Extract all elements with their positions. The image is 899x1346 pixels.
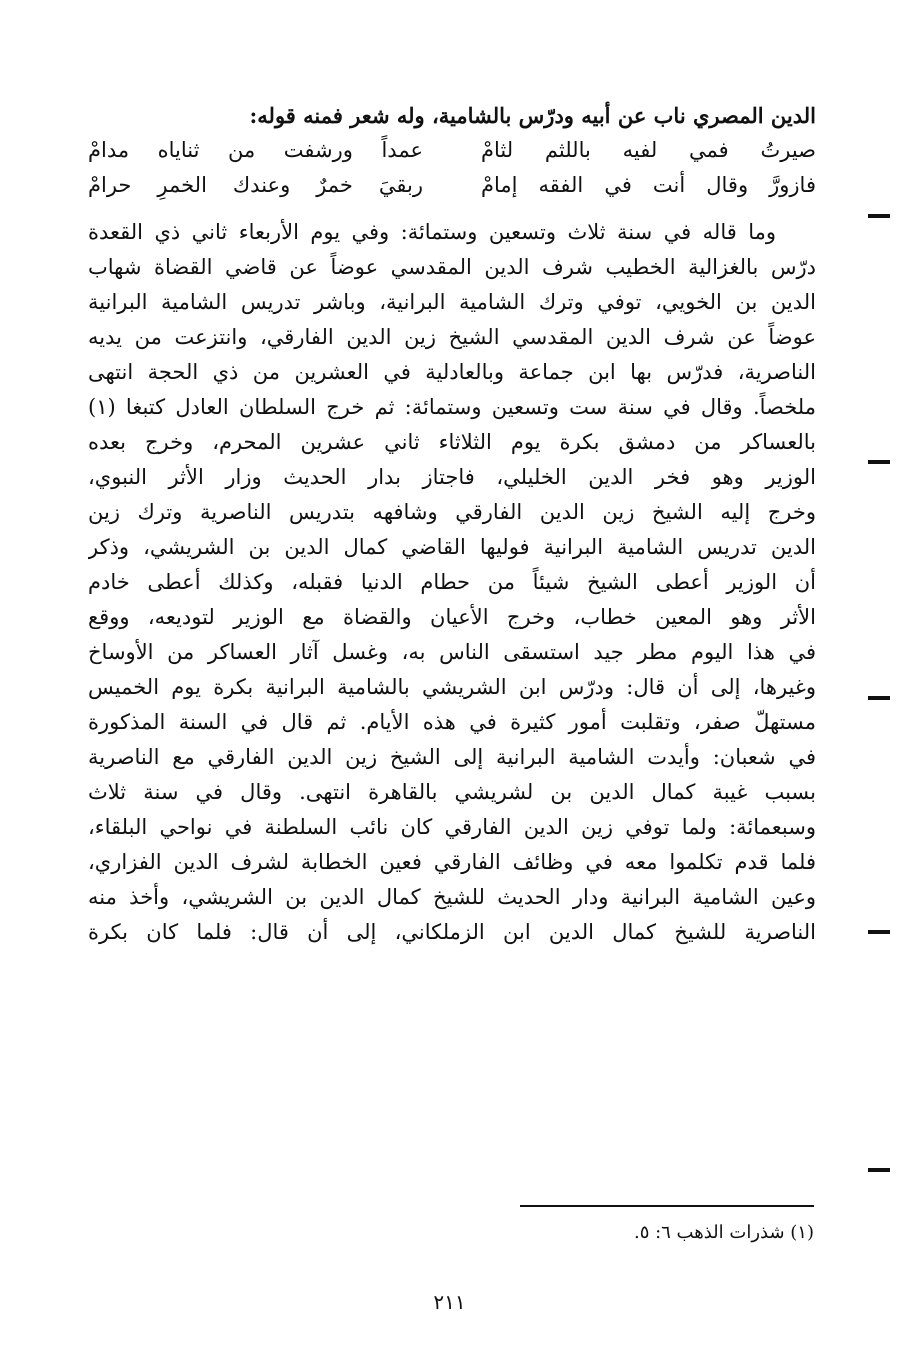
text-line: الأثر وهو المعين خطاب، وخرج الأعيان والقضاة مع الوزير لتوديعه، ووقع bbox=[88, 605, 816, 629]
margin-mark bbox=[868, 1168, 890, 1172]
poem-verse bbox=[88, 133, 816, 168]
poem-verse bbox=[88, 168, 816, 203]
margin-mark bbox=[868, 214, 890, 218]
text-line: وما قاله في سنة ثلاث وتسعين وستمائة: وفي يوم الأربعاء ثاني ذي القعدة bbox=[88, 220, 776, 244]
text-line: ملخصاً. وقال في سنة ست وتسعين وستمائة: ثم خرج السلطان العادل كتبغا (١) bbox=[88, 395, 816, 419]
verse-first-hemistich: فازورَّ وقال أنت في الفقه إمامْ bbox=[481, 173, 816, 197]
text-line: في هذا اليوم مطر جيد استسقى الناس به، وغسل آثار العساكر من الأوساخ bbox=[88, 640, 816, 664]
margin-mark bbox=[868, 930, 890, 934]
footnote-rule bbox=[520, 1205, 814, 1207]
text-line: فلما قدم تكلموا معه في وظائف الفارقي فعين الخطابة لشرف الدين الفزاري، bbox=[88, 850, 816, 874]
text-line: درّس بالغزالية الخطيب شرف الدين المقدسي عوضاً عن قاضي القضاة شهاب bbox=[88, 255, 816, 279]
text-line: بالعساكر من دمشق بكرة يوم الثلاثاء ثاني عشرين المحرم، وخرج بعده bbox=[88, 430, 816, 454]
text-line: وغيرها، إلى أن قال: ودرّس ابن الشريشي بالشامية البرانية بكرة يوم الخميس bbox=[88, 675, 816, 699]
text-line: في شعبان: وأيدت الشامية البرانية إلى الشيخ زين الدين الفارقي مع الناصرية bbox=[88, 745, 816, 769]
text-line: الدين المصري ناب عن أبيه ودرّس بالشامية، وله شعر فمنه قوله: bbox=[249, 103, 816, 128]
footnote: (١) شذرات الذهب ٦: ٥. bbox=[633, 1222, 814, 1243]
verse-first-hemistich: صيرتُ فمي لفيه باللثم لثامْ bbox=[481, 138, 816, 162]
text-line: أن الوزير أعطى الشيخ شيئاً من حطام الدنيا فقبله، وكذلك أعطى خادم bbox=[88, 570, 816, 594]
text-line: الناصرية للشيخ كمال الدين ابن الزملكاني، إلى أن قال: فلما كان بكرة bbox=[88, 920, 816, 944]
page-number: ٢١١ bbox=[433, 1290, 466, 1314]
text-line: وخرج إليه الشيخ زين الدين الفارقي وشافهه بتدريس الناصرية وترك زين bbox=[88, 500, 816, 524]
margin-mark bbox=[868, 460, 890, 464]
verse-second-hemistich: ربقيَ خمرٌ وعندك الخمرِ حرامْ bbox=[88, 173, 423, 197]
text-line: الناصرية، فدرّس بها ابن جماعة وبالعادلية في العشرين من ذي الحجة انتهى bbox=[88, 360, 816, 384]
margin-mark bbox=[868, 696, 890, 700]
text-line: بسبب غيبة كمال الدين بن لشريشي بالقاهرة انتهى. وقال في سنة ثلاث bbox=[88, 780, 816, 804]
text-line: مستهلّ صفر، وتقلبت أمور كثيرة في هذه الأيام. ثم قال في السنة المذكورة bbox=[88, 710, 816, 734]
text-line: عوضاً عن شرف الدين المقدسي الشيخ زين الدين الفارقي، وانتزعت من يديه bbox=[88, 325, 816, 349]
text-line: وسبعمائة: ولما توفي زين الدين الفارقي كان نائب السلطنة في نواحي البلقاء، bbox=[88, 815, 816, 839]
text-line: الوزير وهو فخر الدين الخليلي، فاجتاز بدار الحديث وزار الأثر النبوي، bbox=[88, 465, 816, 489]
text-line: الدين تدريس الشامية البرانية فوليها القاضي كمال الدين بن الشريشي، وذكر bbox=[88, 535, 816, 559]
text-line: وعين الشامية البرانية ودار الحديث للشيخ كمال الدين بن الشريشي، وأخذ منه bbox=[88, 885, 816, 909]
main-text bbox=[88, 98, 816, 950]
text-line: الدين بن الخويي، توفي وترك الشامية البرانية، وباشر تدريس الشامية البرانية bbox=[88, 290, 816, 314]
verse-second-hemistich: عمداً ورشفت من ثناياه مدامْ bbox=[88, 138, 423, 162]
